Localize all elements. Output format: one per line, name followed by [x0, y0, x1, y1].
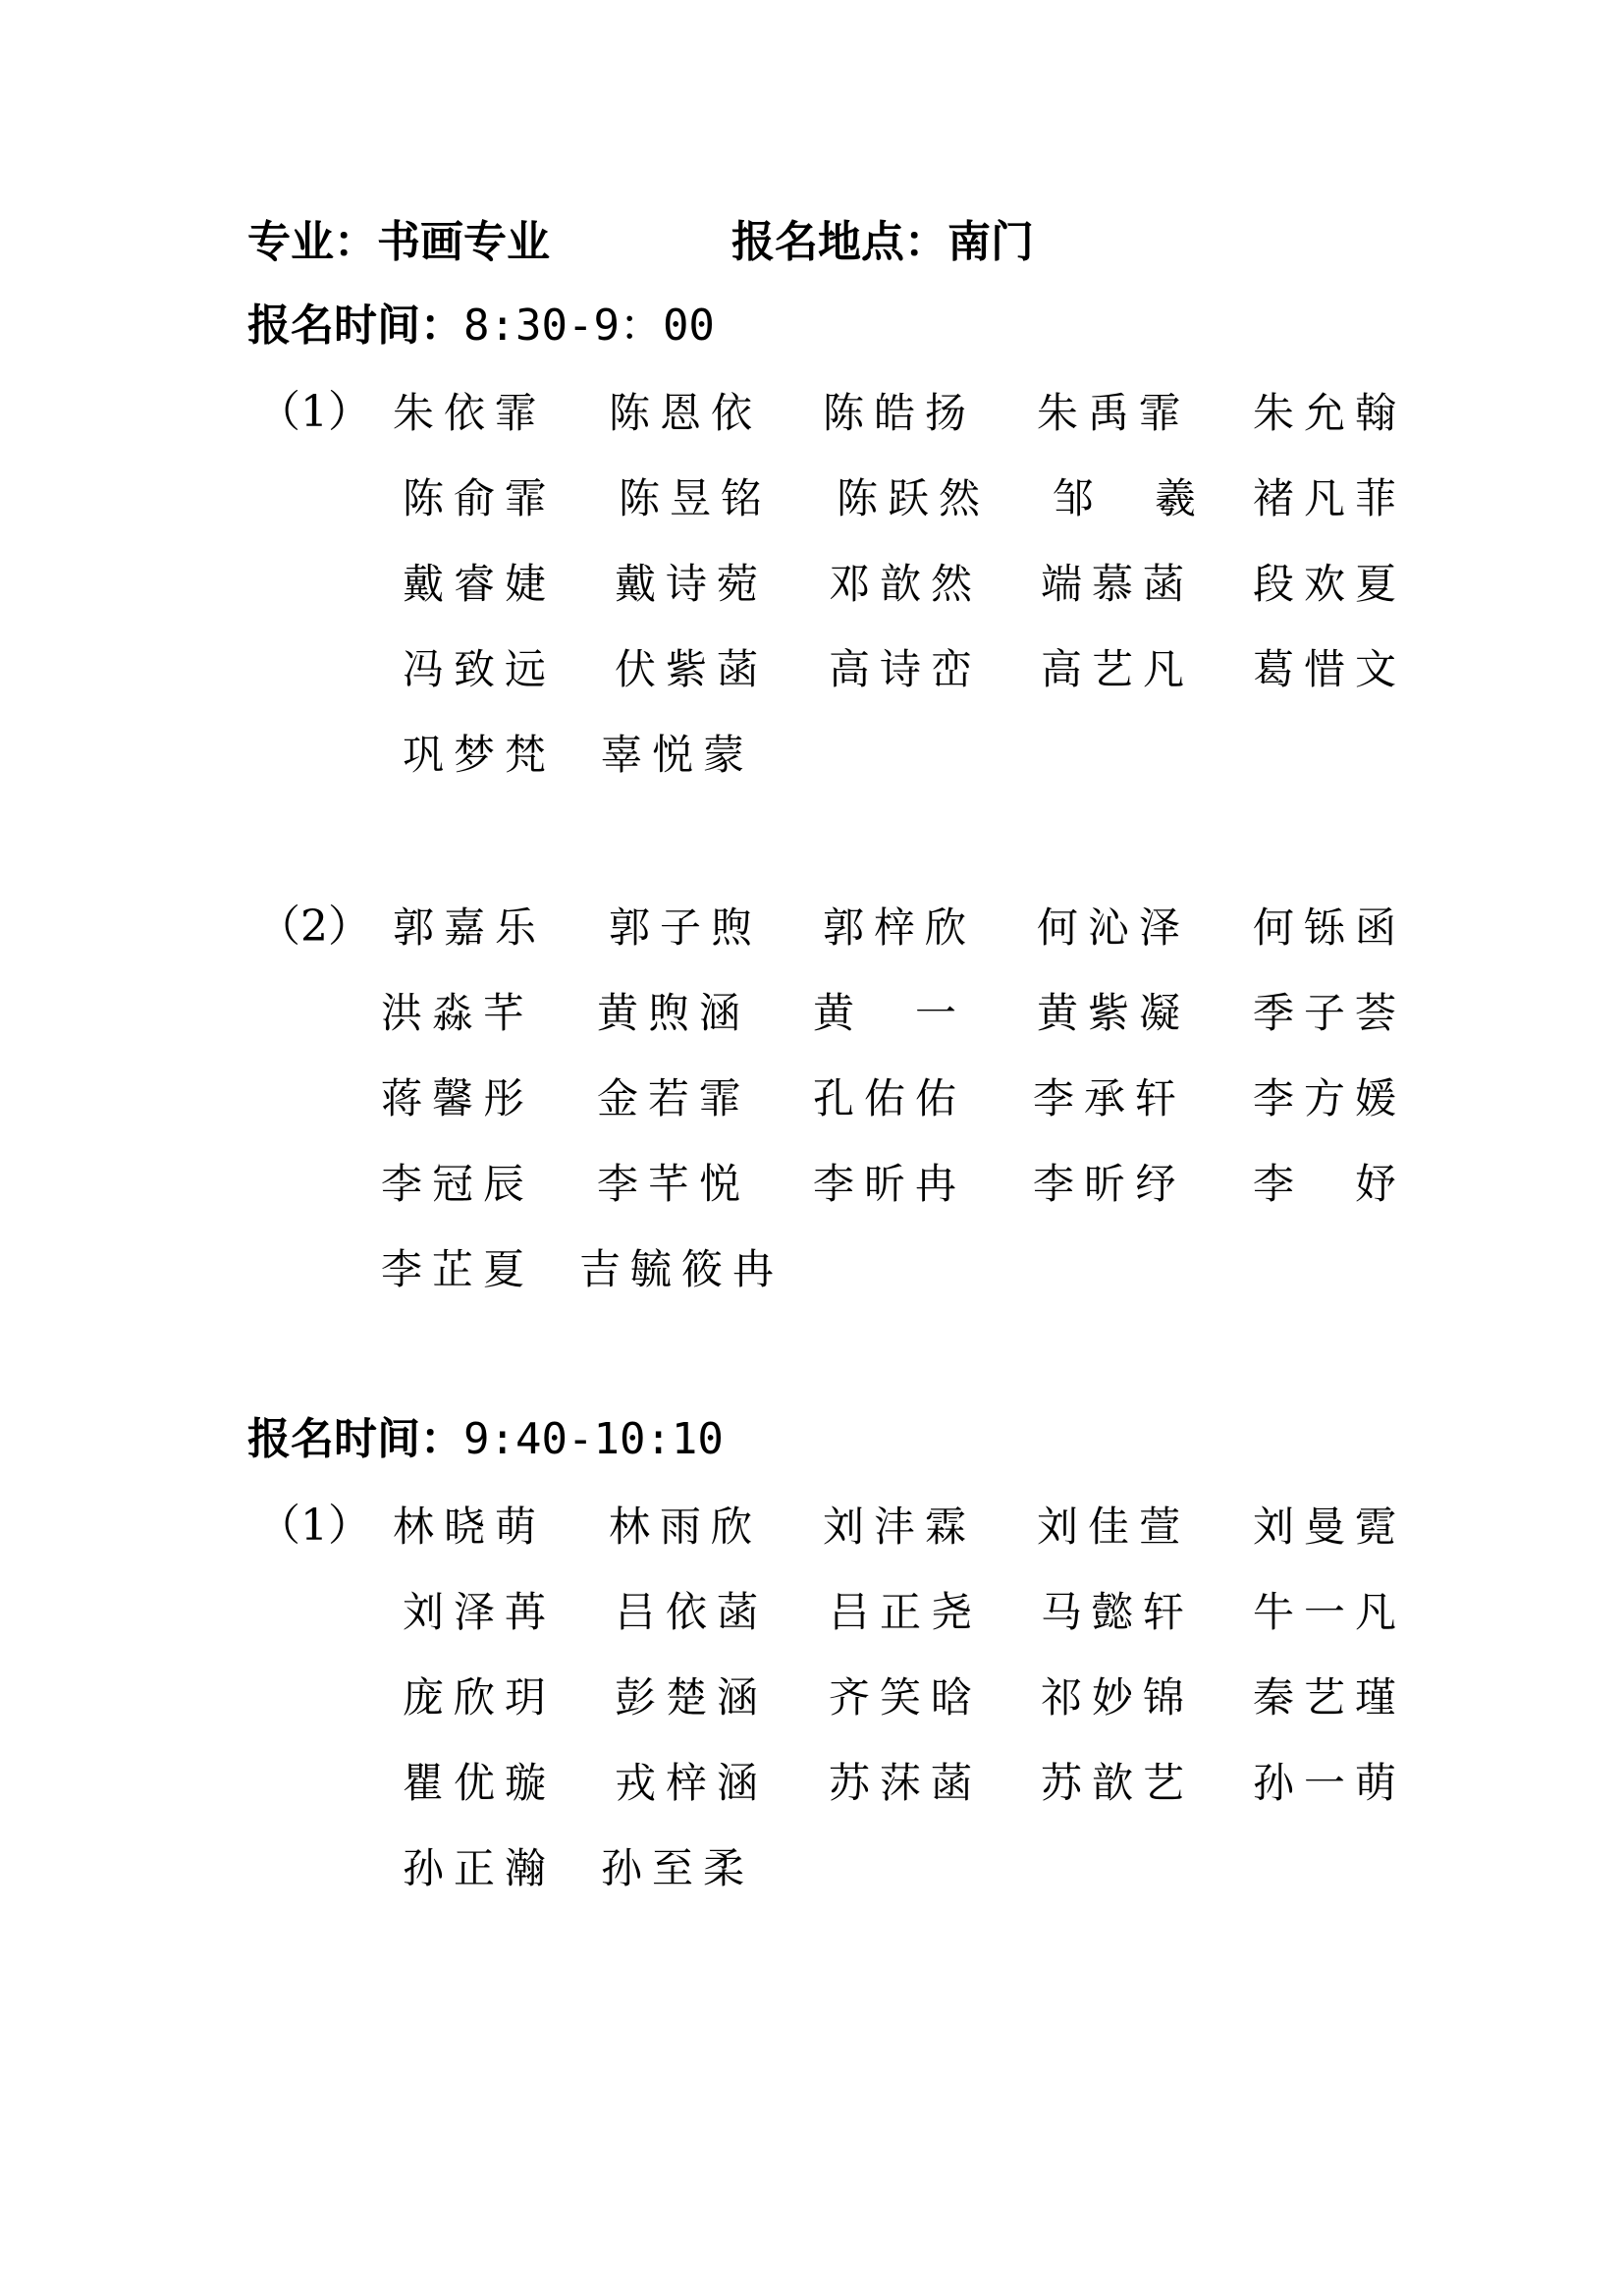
major-heading: 专业：书画专业 [247, 217, 550, 267]
list-item: 郭嘉乐 [393, 903, 547, 952]
list-item: 瞿优璇 [403, 1759, 557, 1807]
list-item: 祁妙锦 [1041, 1673, 1195, 1722]
list-item: 何铄函 [1253, 903, 1407, 952]
list-item: 季子荟 [1253, 989, 1407, 1037]
list-item: 巩梦梵 [403, 731, 557, 779]
list-item: 苏歆艺 [1041, 1759, 1195, 1807]
list-item: 李方媛 [1253, 1074, 1407, 1122]
list-item: 吕依菡 [615, 1588, 769, 1636]
list-item: 庞欣玥 [403, 1673, 557, 1722]
list-item: 高诗峦 [829, 645, 983, 693]
list-item: 戴诗菀 [615, 560, 769, 608]
list-item: 冯致远 [403, 645, 557, 693]
list-item: 李芷夏 [381, 1245, 535, 1293]
list-item: 李昕冉 [813, 1160, 967, 1208]
list-item: 端慕菡 [1041, 560, 1195, 608]
list-item: 刘佳萱 [1037, 1503, 1191, 1551]
list-item: 吕正尧 [829, 1588, 983, 1636]
list-item: 刘泽苒 [403, 1588, 557, 1636]
list-item: 辜悦蒙 [601, 731, 755, 779]
list-item: 马懿轩 [1041, 1588, 1195, 1636]
list-item: 戎梓涵 [615, 1759, 769, 1807]
list-item: 刘曼霓 [1253, 1503, 1407, 1551]
list-item: 陈跃然 [837, 474, 991, 522]
list-item: 林雨欣 [609, 1503, 763, 1551]
list-item: 苏莯菡 [829, 1759, 983, 1807]
session-1-group-1-label: （1） [257, 387, 371, 437]
list-item: 陈昱铭 [619, 474, 773, 522]
list-item: 彭楚涵 [615, 1673, 769, 1722]
list-item: 牛一凡 [1253, 1588, 1407, 1636]
list-item: 李芊悦 [597, 1160, 751, 1208]
session-1-time [247, 301, 715, 351]
list-item: 邓歆然 [829, 560, 983, 608]
list-item: 吉毓筱冉 [579, 1245, 784, 1293]
list-item: 陈恩依 [609, 389, 763, 437]
list-item: 刘沣霖 [823, 1503, 977, 1551]
list-item: 林晓萌 [393, 1503, 547, 1551]
list-item: 伏紫菡 [615, 645, 769, 693]
list-item: 葛惜文 [1253, 645, 1407, 693]
session-1-group-2-label: （2） [257, 902, 371, 952]
list-item: 李冠辰 [381, 1160, 535, 1208]
list-item: 何沁泽 [1037, 903, 1191, 952]
list-item: 朱禹霏 [1037, 389, 1191, 437]
list-item: 段欢夏 [1253, 560, 1407, 608]
session-2-time-value: 9:40-10:10 [463, 1414, 724, 1464]
list-item: 李昕纾 [1033, 1160, 1187, 1208]
list-item: 朱依霏 [393, 389, 547, 437]
location-heading: 报名地点：南门 [731, 217, 1034, 267]
list-item: 金若霏 [597, 1074, 751, 1122]
list-item: 孙正瀚 [403, 1844, 557, 1892]
list-item: 黄 一 [813, 989, 967, 1037]
list-item: 李 妤 [1253, 1160, 1407, 1208]
list-item: 秦艺瑾 [1253, 1673, 1407, 1722]
list-item: 黄煦涵 [597, 989, 751, 1037]
session-2-time [247, 1414, 724, 1464]
list-item: 郭子煦 [609, 903, 763, 952]
list-item: 郭梓欣 [823, 903, 977, 952]
list-item: 高艺凡 [1041, 645, 1195, 693]
list-item: 孙一萌 [1253, 1759, 1407, 1807]
list-item: 李承轩 [1033, 1074, 1187, 1122]
session-2-group-1-label: （1） [257, 1501, 371, 1551]
list-item: 朱允翰 [1253, 389, 1407, 437]
list-item: 蒋馨彤 [381, 1074, 535, 1122]
list-item: 孔佑佑 [813, 1074, 967, 1122]
list-item: 洪淼芊 [381, 989, 535, 1037]
session-1-time-label: 报名时间： [247, 301, 463, 351]
list-item: 孙至柔 [601, 1844, 755, 1892]
list-item: 陈皓扬 [823, 389, 977, 437]
session-1-time-value: 8:30-9：00 [463, 301, 715, 351]
list-item: 邹 羲 [1053, 474, 1207, 522]
session-2-time-label: 报名时间： [247, 1414, 463, 1464]
list-item: 齐笑晗 [829, 1673, 983, 1722]
list-item: 黄紫凝 [1037, 989, 1191, 1037]
list-item: 戴睿婕 [403, 560, 557, 608]
list-item: 陈俞霏 [403, 474, 557, 522]
list-item: 褚凡菲 [1253, 474, 1407, 522]
